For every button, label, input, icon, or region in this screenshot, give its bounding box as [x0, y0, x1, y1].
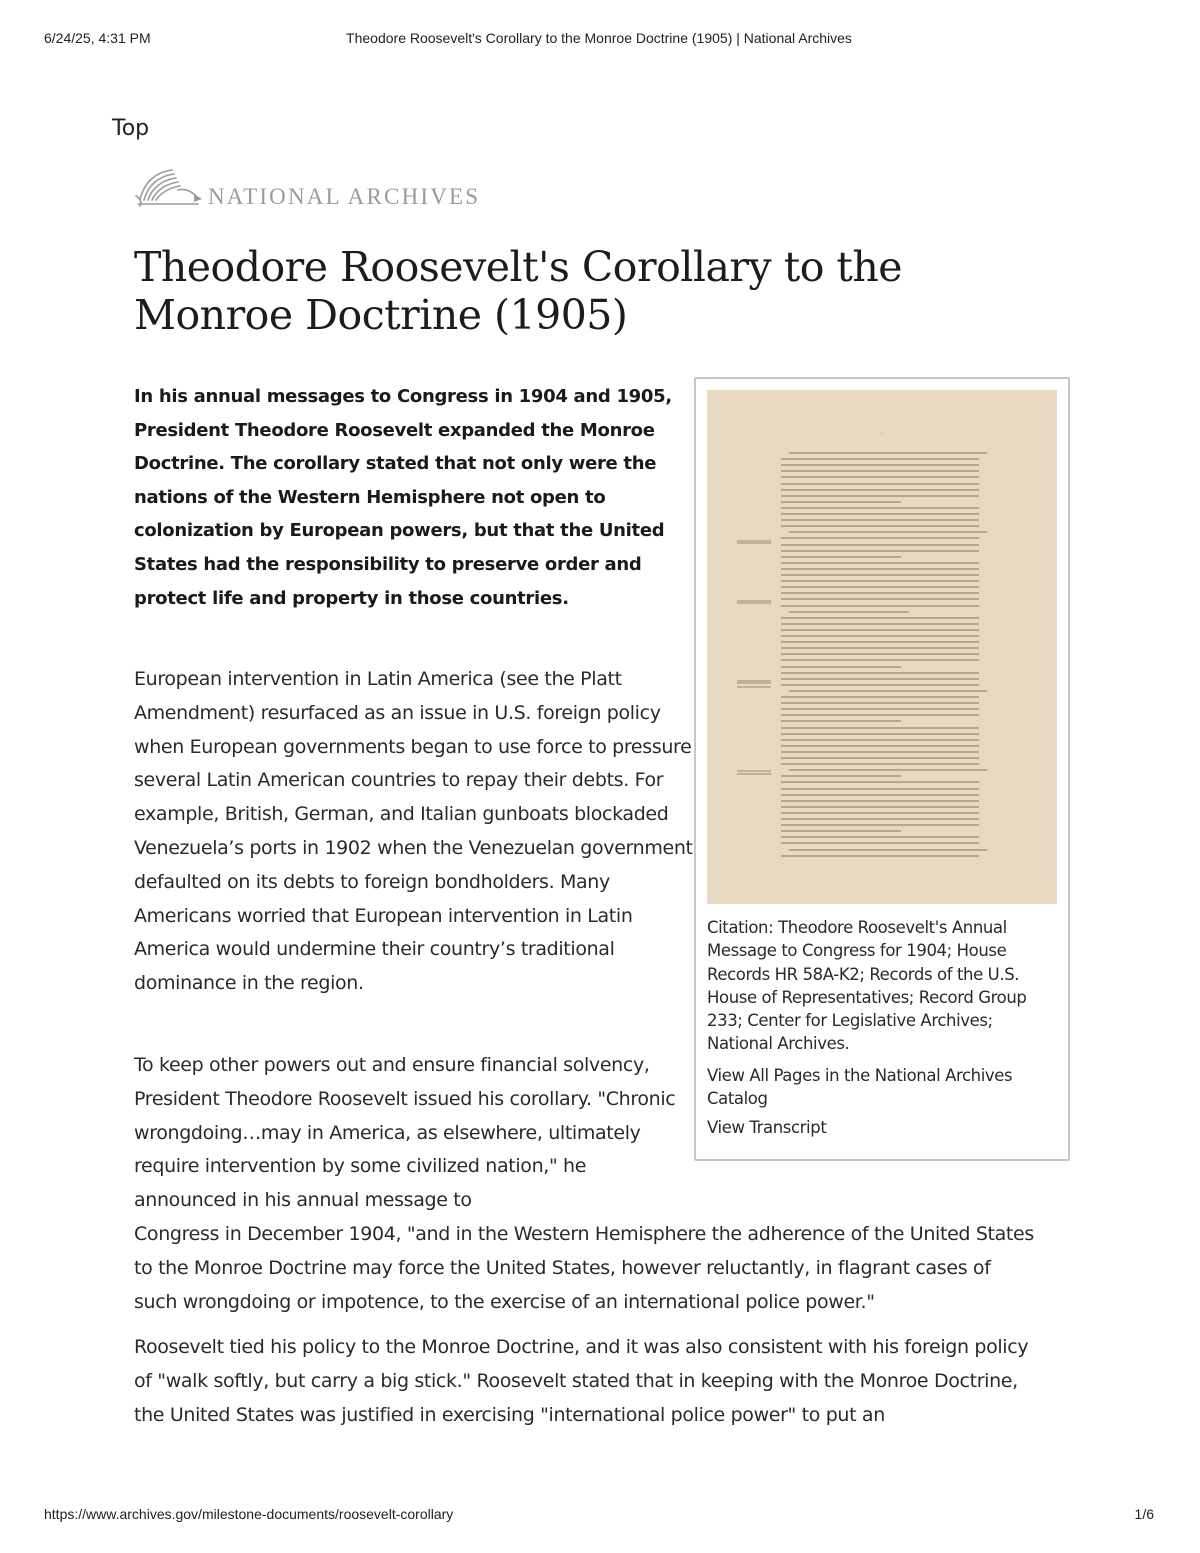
body-paragraph-3: Roosevelt tied his policy to the Monroe Doctrine, and it was also consistent with his foreign policy of "walk softly, but carry a big stick." Roosevelt stated that in keeping with the Monroe Doctrine, the United States was justified in exercising "international police power" to put an	[134, 1336, 1029, 1426]
body-paragraph-2-wide: Congress in December 1904, "and in the Western Hemisphere the adherence of the United States to the Monroe Doctrine may force the United States, however reluctantly, in flagrant cases of such wrongdoing or impotence, to the exercise of an international police power."	[134, 1222, 1034, 1313]
scan-text-line	[781, 562, 979, 564]
figure-caption: Citation: Theodore Roosevelt's Annual Message to Congress for 1904; House Records HR 58A-K2; Records of the U.S. House of Representatives; Record Group 233; Center for Legislative Archives; National Archives.	[707, 918, 1027, 1054]
scan-text-line	[781, 641, 979, 643]
scan-text-line	[781, 605, 979, 607]
print-footer	[44, 1506, 1154, 1526]
scan-text-line	[781, 788, 979, 790]
scan-text-line	[781, 684, 979, 686]
scan-text-line	[781, 842, 979, 844]
scan-text-line	[781, 702, 979, 704]
scan-text-line	[781, 544, 979, 546]
scan-margin-note	[737, 682, 771, 684]
scan-text-line	[781, 501, 901, 503]
scan-text-line	[789, 611, 909, 613]
print-page-title: Theodore Roosevelt's Corollary to the Monroe Doctrine (1905) | National Archives	[346, 30, 852, 46]
document-scan-image[interactable]	[707, 390, 1057, 904]
scan-text-line	[781, 727, 979, 729]
scan-text-line	[789, 690, 987, 692]
scan-text-line	[781, 617, 979, 619]
scan-text-line	[781, 653, 979, 655]
scan-text-line	[781, 708, 979, 710]
print-datetime: 6/24/25, 4:31 PM	[44, 30, 151, 46]
scan-text-line	[781, 598, 979, 600]
scan-text-line	[781, 507, 979, 509]
scan-text-line	[781, 568, 979, 570]
scan-text-line	[781, 757, 979, 759]
scan-text-line	[781, 836, 979, 838]
scan-text-line	[781, 812, 979, 814]
scan-text-line	[781, 830, 901, 832]
scan-text-line	[789, 452, 987, 454]
scan-text-line	[781, 824, 979, 826]
scan-text-line	[781, 781, 979, 783]
scan-margin-note	[737, 602, 771, 604]
body-paragraph-1: European intervention in Latin America (see the Platt Amendment) resurfaced as an issue in U.S. foreign policy when European governments began to use force to pressure several Latin American countries to repay their debts. For example, British, German, and Italian gunboats blockaded Venezuela’s ports in 1902 when the Venezuelan government defaulted on its debts to foreign bondholders. Many Americans worried that European intervention in Latin America would undermine their country’s traditional dominance in the region.	[134, 668, 693, 995]
scan-text-line	[781, 720, 901, 722]
print-url: https://www.archives.gov/milestone-documents/roosevelt-corollary	[44, 1506, 454, 1522]
view-catalog-link[interactable]: View All Pages in the National Archives Catalog	[707, 1066, 1013, 1109]
scan-text-line	[781, 525, 979, 527]
body-paragraph-2-narrow: To keep other powers out and ensure financial solvency, President Theodore Roosevelt issued his corollary. "Chronic wrongdoing…may in America, as elsewhere, ultimately require intervention by some civilized nation," he announced in his annual message to	[134, 1054, 676, 1212]
scan-text-line	[781, 464, 979, 466]
scan-text-line	[781, 629, 979, 631]
scan-text-line	[781, 745, 979, 747]
top-link[interactable]: Top	[112, 116, 150, 141]
scan-margin-note	[737, 770, 771, 772]
view-transcript-link[interactable]: View Transcript	[707, 1118, 827, 1137]
scan-text-line	[781, 751, 979, 753]
logo-text: NATIONAL ARCHIVES	[208, 184, 481, 209]
page-title: Theodore Roosevelt's Corollary to the Monroe Doctrine (1905)	[134, 243, 903, 339]
scan-text-line	[789, 849, 987, 851]
scan-text-line	[781, 818, 979, 820]
scan-text-line	[781, 592, 979, 594]
scan-text-line	[781, 739, 979, 741]
print-page-number: 1/6	[1134, 1506, 1154, 1522]
scan-text-line	[781, 556, 901, 558]
scan-text-line	[781, 647, 979, 649]
scan-margin-note	[737, 686, 771, 688]
scan-text-line	[789, 769, 987, 771]
scan-text-line	[781, 775, 901, 777]
scan-text-line	[781, 672, 979, 674]
scan-page-number: ·	[880, 430, 884, 438]
print-header	[44, 30, 1154, 50]
scan-text-line	[781, 458, 979, 460]
scan-text-line	[781, 794, 979, 796]
scan-text-line	[781, 806, 979, 808]
scan-text-line	[781, 580, 979, 582]
scan-text-line	[781, 666, 901, 668]
national-archives-eagle-icon	[134, 166, 204, 210]
scan-text-line	[781, 489, 979, 491]
scan-text-line	[781, 550, 979, 552]
scan-text-line	[781, 470, 979, 472]
scan-text-line	[781, 635, 979, 637]
scan-text-line	[781, 733, 979, 735]
scan-text-line	[781, 574, 979, 576]
scan-margin-note	[737, 773, 771, 775]
scan-text-line	[781, 678, 979, 680]
national-archives-logo[interactable]	[134, 166, 481, 214]
scan-text-line	[781, 714, 979, 716]
scan-text-line	[781, 476, 979, 478]
scan-text-line	[781, 800, 979, 802]
scan-text-line	[781, 763, 979, 765]
scan-text-line	[781, 586, 979, 588]
scan-text-line	[781, 513, 979, 515]
scan-text-line	[781, 623, 979, 625]
document-figure	[694, 377, 1070, 1161]
scan-text-line	[789, 531, 987, 533]
scan-text-line	[781, 855, 979, 857]
scan-text-line	[781, 483, 979, 485]
scan-text-line	[781, 495, 979, 497]
scan-text-line	[781, 537, 979, 539]
intro-paragraph: In his annual messages to Congress in 1904 and 1905, President Theodore Roosevelt expanded the Monroe Doctrine. The corollary stated that not only were the nations of the Western Hemisphere not open to colonization by European powers, but that the United States had the responsibility to preserve order and protect life and property in those countries.	[134, 386, 672, 609]
scan-text-line	[781, 659, 979, 661]
scan-text-line	[781, 696, 979, 698]
scan-margin-note	[737, 542, 771, 544]
scan-text-line	[781, 519, 979, 521]
